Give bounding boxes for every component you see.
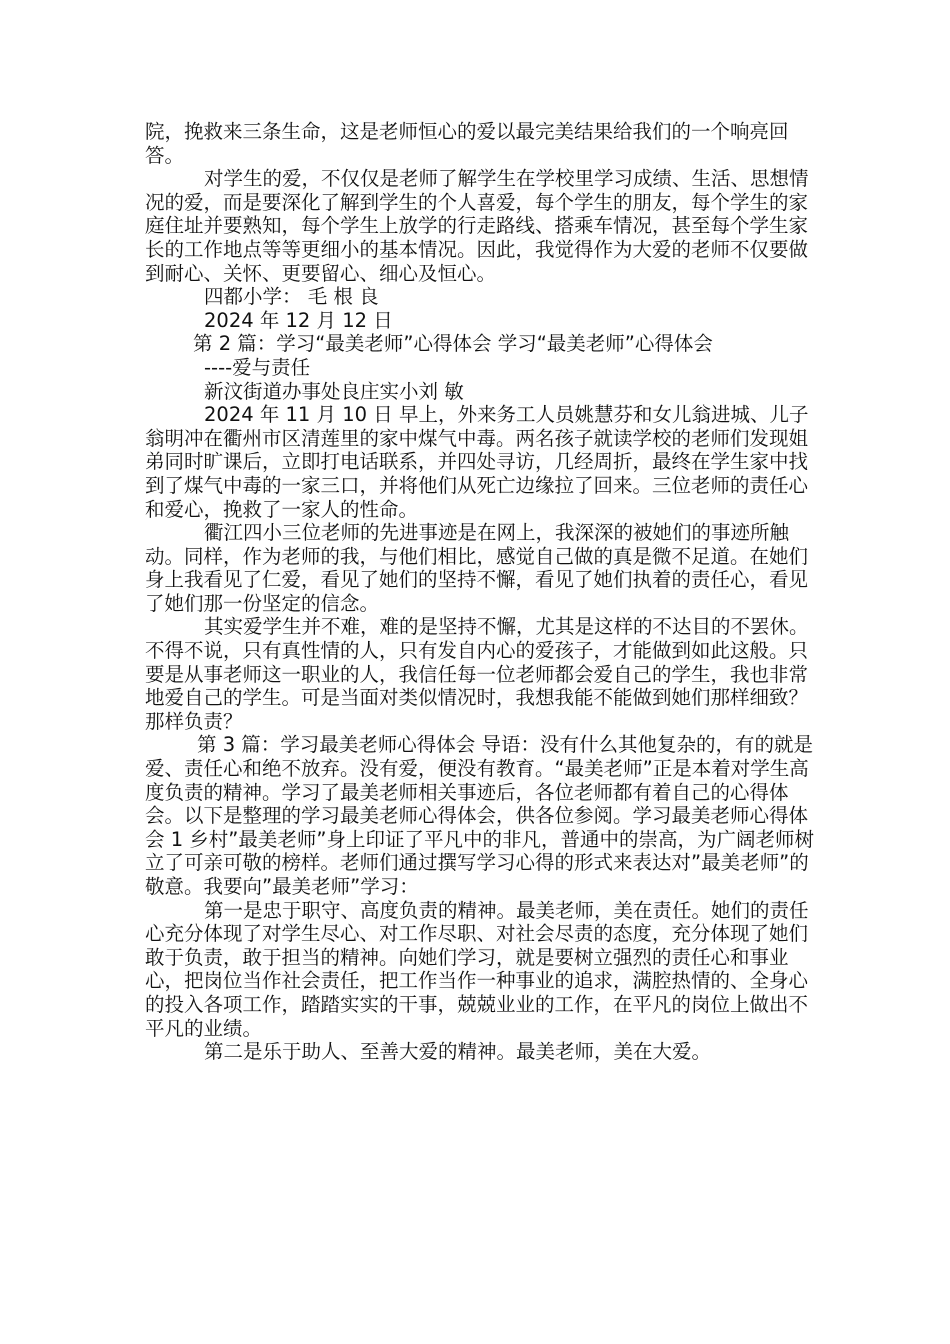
paragraph-first-spirit: 第一是忠于职守、高度负责的精神。最美老师，美在责任。她们的责任心充分体现了对学生尽心、对工作尽职、对社会尽责的态度，充分体现了她们敢于负责，敢于担当的精神。向她们学习，就是要树立强烈的责任心和事业心，把岗位当作社会责任，把工作当作一种事业的追求，满腔热情的、全身心的投入各项工作，踏踏实实的干事，兢兢业业的工作，在平凡的岗位上做出不平凡的业绩。 (145, 898, 809, 1040)
article-2-heading: 第 2 篇：学习“最美老师”心得体会 学习“最美老师”心得体会 (193, 332, 713, 356)
paragraph-incident: 2024 年 11 月 10 日 早上，外来务工人员姚慧芬和女儿翁进城、儿子翁明冲在衢州市区清莲里的家中煤气中毒。两名孩子就读学校的老师们发现姐弟同时旷课后，立即打电话联系，并四处寻访，几经周折，最终在学生家中找到了煤气中毒的一家三口，并将他们从死亡边缘拉了回来。三位老师的责任心和爱心，挽救了一家人的性命。 (145, 403, 809, 521)
article-2-subtitle: ----爱与责任 (204, 355, 311, 379)
paragraph-deeds: 衢江四小三位老师的先进事迹是在网上，我深深的被她们的事迹所触动。同样，作为老师的我，与他们相比，感觉自己做的真是微不足道。在她们身上我看见了仁爱，看见了她们的坚持不懈，看见了她们执着的责任心，看见了她们那一份坚定的信念。 (145, 521, 809, 615)
author-school-line: 四都小学： 毛 根 良 (204, 285, 379, 309)
paragraph-persistence: 其实爱学生并不难，难的是坚持不懈，尤其是这样的不达目的不罢休。不得不说，只有真性情的人，只有发自内心的爱孩子，才能做到如此这般。只要是从事老师这一职业的人，我信任每一位老师都会爱自己的学生，我也非常地爱自己的学生。可是当面对类似情况时，我想我能不能做到她们那样细致？那样负责？ (145, 615, 809, 733)
paragraph-love-for-students: 对学生的爱，不仅仅是老师了解学生在学校里学习成绩、生活、思想情况的爱，而是要深化了解到学生的个人喜爱，每个学生的朋友，每个学生的家庭住址并要熟知，每个学生上放学的行走路线、搭乘车情况，甚至每个学生家长的工作地点等等更细小的基本情况。因此，我觉得作为大爱的老师不仅要做到耐心、关怀、更要留心、细心及恒心。 (145, 167, 809, 285)
article-2-author: 新汶街道办事处良庄实小刘 敏 (204, 379, 464, 403)
paragraph-second-spirit: 第二是乐于助人、至善大爱的精神。最美老师，美在大爱。 (204, 1040, 712, 1064)
paragraph-continuation: 院，挽救来三条生命，这是老师恒心的爱以最完美结果给我们的一个响亮回答。 (145, 120, 789, 167)
document-body (145, 120, 820, 1064)
article-3-heading: 第 3 篇：学习最美老师心得体会 导语：没有什么其他复杂的，有的就是爱、责任心和绝不放弃。没有爱，便没有教育。“最美老师”正是本着对学生高度负责的精神。学习了最美老师相关事迹后，各位老师都有着自己的心得体会。以下是整理的学习最美老师心得体会，供各位参阅。学习最美老师心得体会 1 乡村”最美老师”身上印证了平凡中的非凡，普通中的崇高，为广阔老师树立了可亲可敬的榜样。老师们通过撰写学习心得的形式来表达对”最美老师”的敬意。我要向”最美老师”学习： (145, 733, 815, 898)
date-line: 2024 年 12 月 12 日 (204, 308, 393, 332)
